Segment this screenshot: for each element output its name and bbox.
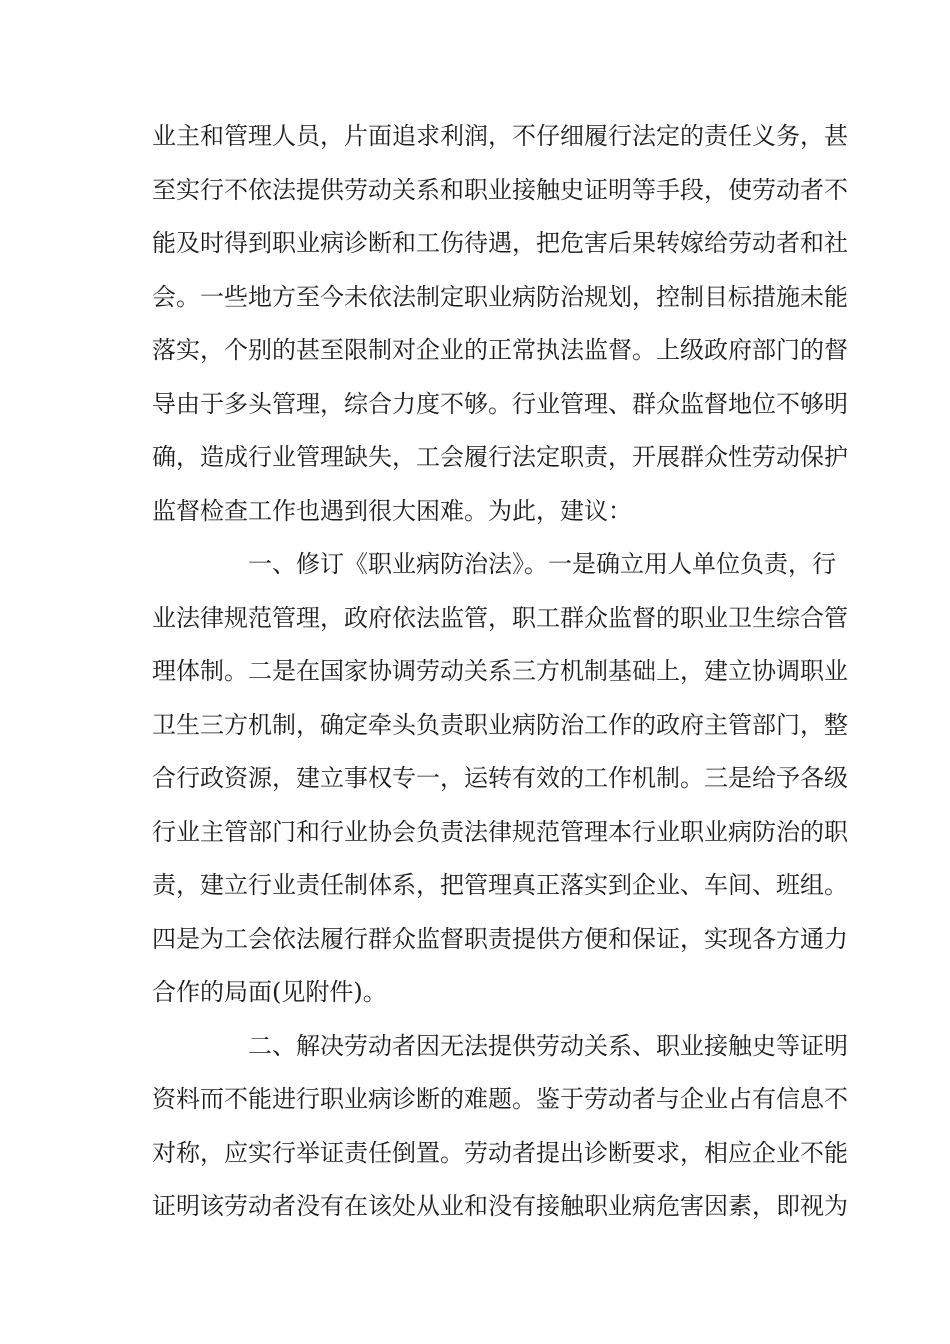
text-line-3: 能及时得到职业病诊断和工伤待遇，把危害后果转嫁给劳动者和社 [152, 229, 848, 257]
text-line-13: 合行政资源，建立事权专一，运转有效的工作机制。三是给予各级 [152, 764, 848, 792]
text-line-17: 合作的局面(见附件)。 [152, 978, 387, 1006]
text-line-4: 会。一些地方至今未依法制定职业病防治规划，控制目标措施未能 [152, 282, 848, 311]
text-line-18: 二、解决劳动者因无法提供劳动关系、职业接触史等证明 [248, 1031, 848, 1060]
text-line-9: 一、修订《职业病防治法》。一是确立用人单位负责，行 [248, 550, 836, 578]
text-line-19: 资料而不能进行职业病诊断的难题。鉴于劳动者与企业占有信息不 [152, 1085, 848, 1113]
text-line-21: 证明该劳动者没有在该处从业和没有接触职业病危害因素，即视为 [152, 1192, 848, 1220]
text-line-11: 理体制。二是在国家协调劳动关系三方机制基础上，建立协调职业 [152, 657, 848, 685]
text-line-14: 行业主管部门和行业协会负责法律规范管理本行业职业病防治的职 [152, 817, 848, 846]
text-line-7: 确，造成行业管理缺失，工会履行法定职责，开展群众性劳动保护 [152, 443, 848, 471]
text-line-12: 卫生三方机制，确定牵头负责职业病防治工作的政府主管部门，整 [152, 710, 848, 739]
text-line-15: 责，建立行业责任制体系，把管理真正落实到企业、车间、班组。 [152, 871, 848, 899]
text-line-20: 对称，应实行举证责任倒置。劳动者提出诊断要求，相应企业不能 [152, 1138, 848, 1167]
text-line-6: 导由于多头管理，综合力度不够。行业管理、群众监督地位不够明 [152, 389, 848, 418]
text-line-1: 业主和管理人员，片面追求利润，不仔细履行法定的责任义务，甚 [152, 122, 848, 150]
document-body [152, 110, 848, 1234]
text-line-16: 四是为工会依法履行群众监督职责提供方便和保证，实现各方通力 [152, 924, 848, 953]
text-line-2: 至实行不依法提供劳动关系和职业接触史证明等手段，使劳动者不 [152, 175, 848, 204]
text-line-10: 业法律规范管理，政府依法监管，职工群众监督的职业卫生综合管 [152, 603, 848, 632]
text-line-5: 落实，个别的甚至限制对企业的正常执法监督。上级政府部门的督 [152, 336, 848, 364]
document-page [152, 110, 848, 1234]
text-line-8: 监督检查工作也遇到很大困难。为此，建议： [152, 496, 632, 525]
